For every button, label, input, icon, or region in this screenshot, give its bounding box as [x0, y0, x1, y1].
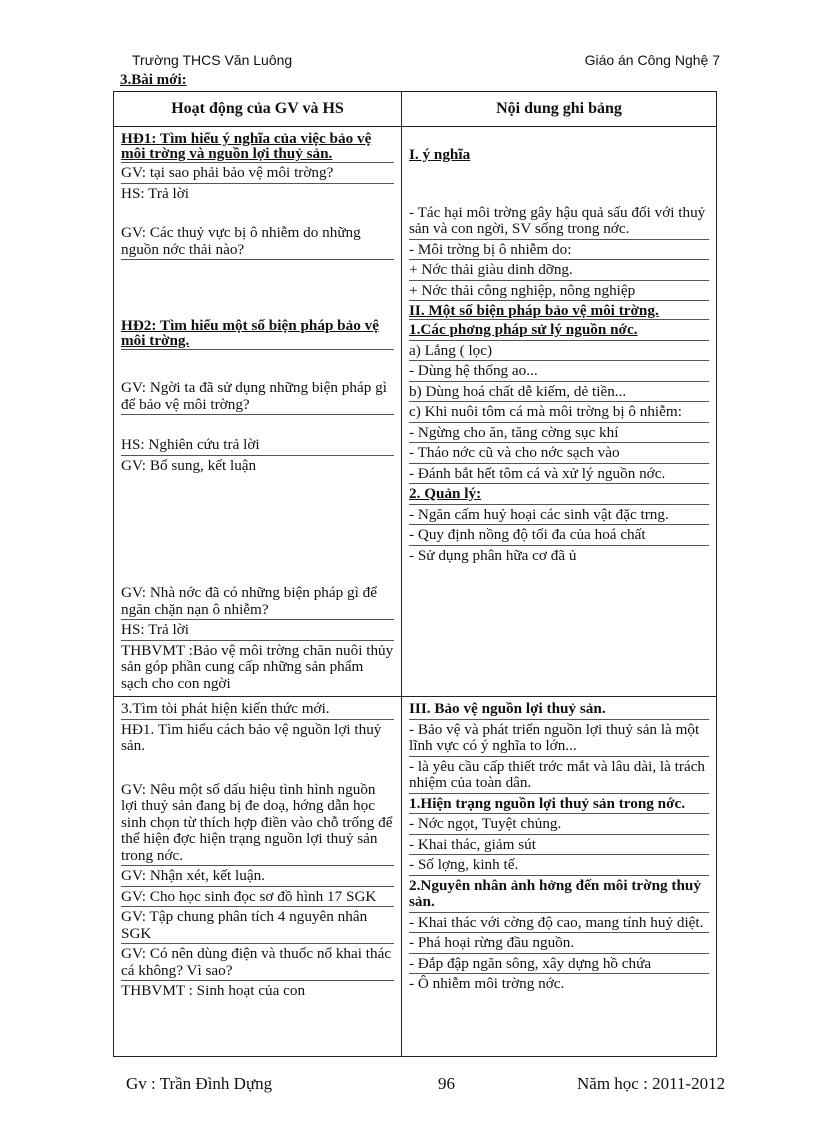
teacher-question: GV: Các thuỷ vực bị ô nhiễm do những nguồn nớc thải nào? — [121, 225, 394, 260]
board-item: - Bảo vệ và phát triển nguồn lợi thuỷ sản là một lĩnh vực có ý nghĩa to lớn... — [409, 722, 709, 757]
row2-left-cell — [114, 697, 402, 1057]
activity-hd2-title: HĐ2: Tìm hiểu một số biện pháp bảo vệ môi trờng. — [121, 318, 394, 350]
board-item: - Sử dụng phân hữa cơ đã ủ — [409, 546, 577, 564]
board-item: - Quy định nồng độ tối đa của hoá chất — [409, 527, 709, 546]
activity-hd1-protect: HĐ1. Tìm hiểu cách bảo vệ nguồn lợi thuỷ sản. — [121, 720, 382, 754]
board-item: a) Lắng ( lọc) — [409, 343, 709, 362]
teacher-conclusion: GV: Bổ sung, kết luận — [121, 456, 257, 474]
teacher-question: GV: Ngời ta đã sử dụng những biện pháp gì để bảo vệ môi trờng? — [121, 380, 394, 415]
board-item: - Phá hoại rừng đầu nguồn. — [409, 935, 709, 954]
footer-page-number: 96 — [438, 1074, 455, 1093]
teacher-question: GV: Có nên dùng điện và thuốc nổ khai thác cá không? Vì sao? — [121, 946, 394, 981]
board-item: c) Khi nuôi tôm cá mà môi trờng bị ô nhiễm: — [409, 404, 709, 423]
board-item: - Khai thác với cờng độ cao, mang tính huỷ diệt. — [409, 915, 709, 934]
teacher-question: GV: tại sao phải bảo vệ môi trờng? — [121, 165, 394, 184]
student-answer: HS: Trả lời — [121, 622, 394, 641]
teacher-instruction: GV: Cho học sinh đọc sơ đồ hình 17 SGK — [121, 889, 394, 908]
environment-note: THBVMT :Bảo vệ môi trờng chăn nuôi thủy sản góp phần cung cấp những sản phẩm sạch cho con ngời — [121, 641, 394, 692]
footer-school-year: Năm học : 2011-2012 — [577, 1074, 726, 1093]
student-answer: HS: Trả lời — [121, 184, 189, 202]
board-item: - Khai thác, giảm sút — [409, 837, 709, 856]
section-protect-heading: III. Bảo vệ nguồn lợi thuỷ sản. — [409, 701, 709, 720]
lesson-table — [113, 91, 717, 1057]
teacher-instruction: GV: Tập chung phân tích 4 nguyên nhân SGK — [121, 909, 394, 944]
board-item: b) Dùng hoá chất dễ kiếm, dẻ tiền... — [409, 384, 709, 403]
subsection-water-treatment: 1.Các phơng pháp sử lý nguồn nớc. — [409, 322, 709, 341]
board-item: - Môi trờng bị ô nhiễm do: — [409, 242, 709, 261]
column-header-activities: Hoạt động của GV và HS — [114, 92, 402, 127]
subsection-current-state: 1.Hiện trạng nguồn lợi thuỷ sản trong nớc. — [409, 796, 709, 815]
board-item: - là yêu cầu cấp thiết trớc mắt và lâu dài, là trách nhiệm của toàn dân. — [409, 759, 709, 794]
board-item: - Đắp đập ngăn sông, xây dựng hồ chứa — [409, 956, 709, 975]
header-subject: Giáo án Công Nghệ 7 — [584, 52, 720, 68]
board-item: - Ô nhiễm môi trờng nớc. — [409, 975, 565, 992]
board-item: - Số lợng, kinh tế. — [409, 857, 709, 876]
footer-teacher: Gv : Trần Đình Dựng — [126, 1074, 273, 1093]
board-item: - Tác hại môi trờng gây hậu quả sấu đối với thuỷ sản và con ngời, SV sống trong nớc. — [409, 205, 709, 240]
board-item: - Tháo nớc cũ và cho nớc sạch vào — [409, 445, 709, 464]
activity-hd1-title: HĐ1: Tìm hiểu ý nghĩa của việc bảo vệ môi trờng và nguồn lợi thuỷ sản. — [121, 131, 394, 163]
section-measures-heading: II. Một số biện pháp bảo vệ môi trờng. — [409, 303, 709, 320]
teacher-question: GV: Nhà nớc đã có những biện pháp gì để ngăn chặn nạn ô nhiễm? — [121, 585, 394, 620]
board-item: - Ngừng cho ăn, tăng cờng sục khí — [409, 425, 709, 444]
section-meaning-heading: I. ý nghĩa — [409, 146, 471, 163]
discovery-heading: 3.Tìm tòi phát hiện kiến thức mới. — [121, 701, 394, 720]
board-item: + Nớc thải giàu dinh dỡng. — [409, 262, 709, 281]
teacher-conclusion: GV: Nhận xét, kết luận. — [121, 868, 394, 887]
section-title: 3.Bài mới: — [120, 72, 187, 88]
board-item: - Đánh bắt hết tôm cá và xử lý nguồn nớc. — [409, 466, 709, 485]
board-item: + Nớc thải công nghiệp, nông nghiệp — [409, 283, 709, 302]
board-item: - Nớc ngọt, Tuyệt chủng. — [409, 816, 709, 835]
subsection-causes: 2.Nguyên nhân ảnh hởng đến môi trờng thuỷ sản. — [409, 878, 709, 913]
row2-right-cell — [402, 697, 717, 1057]
board-item: - Ngăn cấm huỷ hoại các sinh vật đặc trng. — [409, 507, 709, 526]
row1-right-cell — [402, 127, 717, 697]
header-school: Trường THCS Văn Luông — [132, 52, 293, 68]
teacher-instruction: GV: Nêu một số dấu hiệu tình hình nguồn lợi thuỷ sản đang bị đe doạ, hớng dẫn học sinh chọn từ thích hợp điền vào chỗ trống để thể hiện đợc hiện trạng nguồn lợi thuỷ sản trong nớc. — [121, 782, 394, 867]
column-header-board-content: Nội dung ghi bảng — [402, 92, 717, 127]
row1-left-cell — [114, 127, 402, 697]
board-item: - Dùng hệ thống ao... — [409, 363, 709, 382]
student-answer: HS: Nghiên cứu trả lời — [121, 437, 394, 456]
environment-note: THBVMT : Sinh hoạt của con — [121, 982, 306, 999]
subsection-management: 2. Quản lý: — [409, 486, 709, 505]
